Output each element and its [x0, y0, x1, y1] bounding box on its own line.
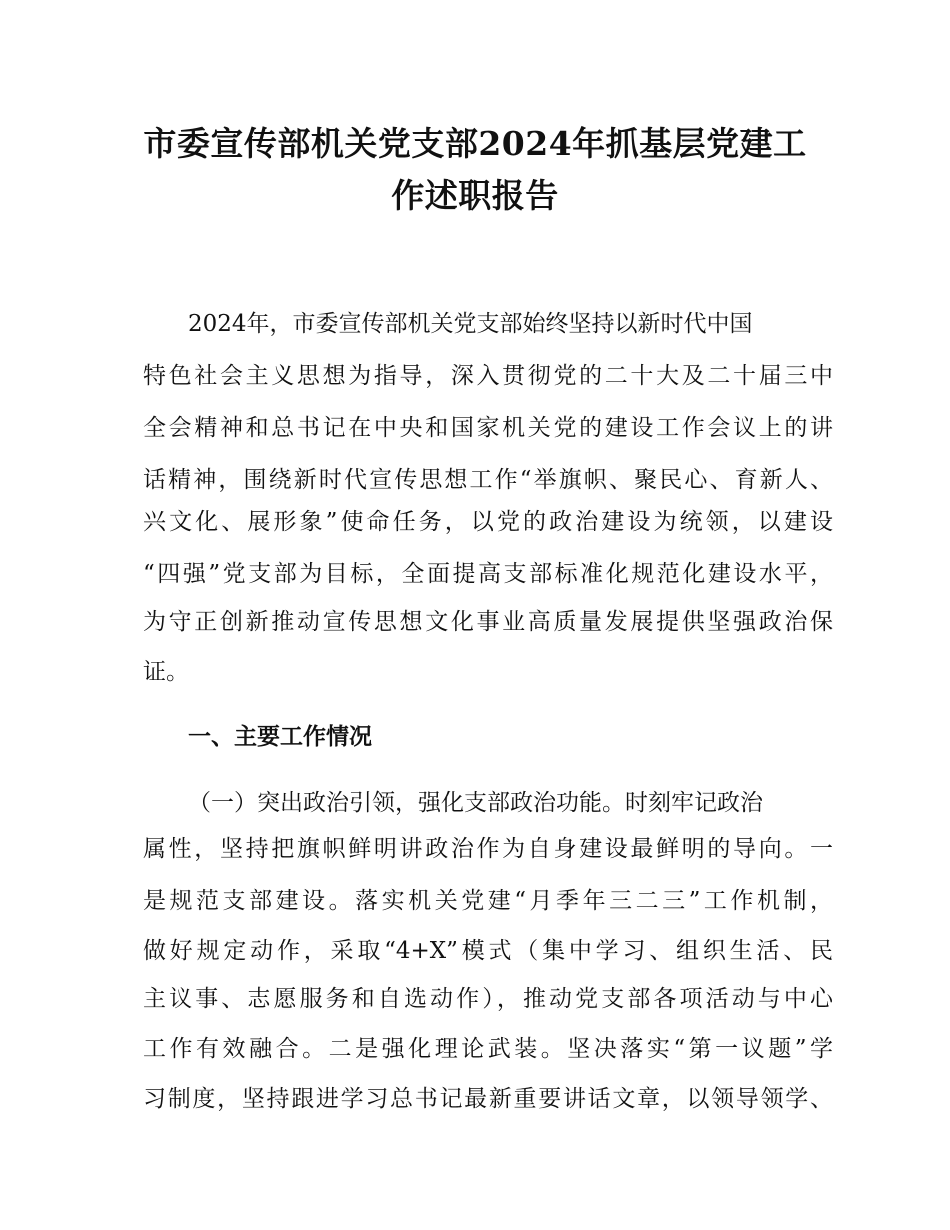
section-1-line-4: 做好规定动作，采取“4+X”模式（集中学习、组织生活、民 [143, 938, 833, 964]
section-1-line-3: 是规范支部建设。落实机关党建“月季年三二三”工作机制， [143, 888, 833, 914]
title-line-1: 市委宣传部机关党支部2024年抓基层党建工 [143, 124, 807, 163]
intro-line-4: 话精神，围绕新时代宣传思想工作“举旗帜、聚民心、育新人、 [143, 467, 833, 493]
section-1-line-2: 属性，坚持把旗帜鲜明讲政治作为自身建设最鲜明的导向。一 [143, 836, 833, 862]
section-1-line-1: （一）突出政治引领，强化支部政治功能。时刻牢记政治 [188, 790, 763, 816]
section-1-line-6: 工作有效融合。二是强化理论武装。坚决落实“第一议题”学 [143, 1036, 833, 1062]
document-title [130, 118, 820, 222]
section-1-line-7: 习制度，坚持跟进学习总书记最新重要讲话文章，以领导领学、 [143, 1086, 833, 1112]
intro-line-7: 为守正创新推动宣传思想文化事业高质量发展提供坚强政治保 [143, 609, 833, 635]
intro-line-2: 特色社会主义思想为指导，深入贯彻党的二十大及二十届三中 [143, 363, 833, 389]
intro-line-8: 证。 [143, 659, 189, 685]
section-1-line-5: 主议事、志愿服务和自选动作），推动党支部各项活动与中心 [143, 986, 833, 1012]
intro-line-5: 兴文化、展形象”使命任务，以党的政治建设为统领，以建设 [143, 509, 833, 535]
section-heading: 一、主要工作情况 [188, 724, 372, 750]
intro-line-6: “四强”党支部为目标，全面提高支部标准化规范化建设水平， [143, 561, 833, 587]
intro-line-1: 2024年，市委宣传部机关党支部始终坚持以新时代中国 [188, 311, 753, 337]
intro-line-3: 全会精神和总书记在中央和国家机关党的建设工作会议上的讲 [143, 415, 833, 441]
title-line-2: 作述职报告 [391, 176, 559, 215]
